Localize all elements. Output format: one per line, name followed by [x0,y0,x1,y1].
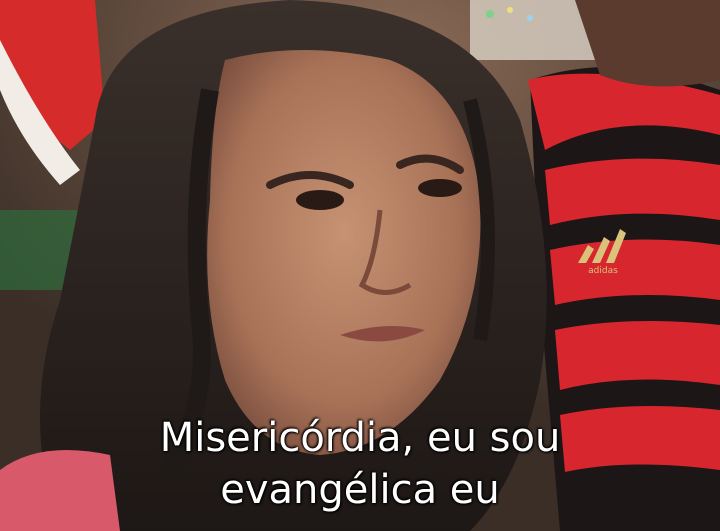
light-dot [486,10,494,18]
caption-line-1: Misericórdia, eu sou [159,415,561,461]
adidas-logo-text: adidas [588,266,618,276]
left-eye [296,190,344,210]
right-eye [418,179,462,197]
caption-line-2: evangélica eu [220,467,500,513]
subtitle-caption [0,412,720,516]
light-dot [527,15,533,21]
light-dot [507,7,513,13]
